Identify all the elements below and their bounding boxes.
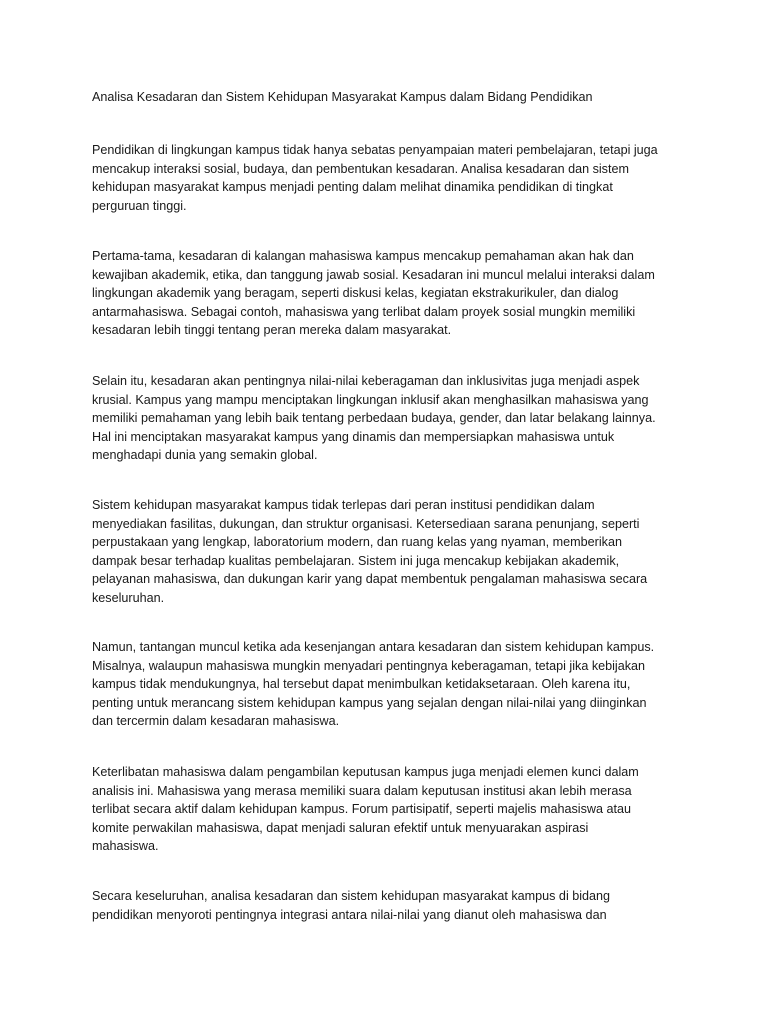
paragraph-line: Hal ini menciptakan masyarakat kampus yang dinamis dan mempersiapkan mahasiswa untuk	[92, 429, 615, 444]
paragraph-line: dampak besar terhadap kualitas pembelajaran. Sistem ini juga mencakup kebijakan akademik,	[92, 553, 620, 568]
paragraph-line: memiliki pemahaman yang lebih baik tentang perbedaan budaya, gender, dan latar belakang lainnya.	[92, 411, 656, 426]
paragraph-line: keseluruhan.	[92, 590, 165, 605]
paragraph-6	[92, 763, 684, 856]
paragraph-line: pendidikan menyoroti pentingnya integrasi antara nilai-nilai yang dianut oleh mahasiswa dan	[92, 907, 607, 922]
paragraph-line: pelayanan mahasiswa, dan dukungan karir yang dapat membentuk pengalaman mahasiswa secara	[92, 572, 648, 587]
paragraph-line: penting untuk merancang sistem kehidupan kampus yang sejalan dengan nilai-nilai yang diinginkan	[92, 695, 647, 710]
paragraph-line: Namun, tantangan muncul ketika ada kesenjangan antara kesadaran dan sistem kehidupan kampus.	[92, 640, 655, 654]
paragraph-line: lingkungan akademik yang beragam, seperti diskusi kelas, kegiatan ekstrakurikuler, dan dialog	[92, 286, 619, 301]
paragraph-line: Sistem kehidupan masyarakat kampus tidak terlepas dari peran institusi pendidikan dalam	[92, 498, 595, 512]
paragraph-line: Selain itu, kesadaran akan pentingnya nilai-nilai keberagaman dan inklusivitas juga menjadi aspek	[92, 374, 640, 388]
paragraph-line: Misalnya, walaupun mahasiswa mungkin menyadari pentingnya keberagaman, tetapi jika kebijakan	[92, 658, 646, 673]
paragraph-line: analisis ini. Mahasiswa yang merasa memiliki suara dalam keputusan institusi akan lebih merasa	[92, 783, 632, 798]
paragraph-line: antarmahasiswa. Sebagai contoh, mahasiswa yang terlibat dalam proyek sosial mungkin memiliki	[92, 304, 636, 319]
paragraph-line: Pendidikan di lingkungan kampus tidak hanya sebatas penyampaian materi pembelajaran, tetapi juga	[92, 143, 658, 157]
paragraph-2	[92, 247, 684, 340]
paragraph-line: menyediakan fasilitas, dukungan, dan struktur organisasi. Ketersediaan sarana penunjang, seperti	[92, 516, 640, 531]
paragraph-line: kewajiban akademik, etika, dan tanggung jawab sosial. Kesadaran ini muncul melalui interaksi dalam	[92, 267, 655, 282]
paragraph-line: krusial. Kampus yang mampu menciptakan lingkungan inklusif akan menghasilkan mahasiswa yang	[92, 392, 649, 407]
paragraph-line: perguruan tinggi.	[92, 198, 187, 213]
paragraph-line: perpustakaan yang lengkap, laboratorium modern, dan ruang kelas yang nyaman, memberikan	[92, 535, 622, 550]
paragraph-line: kampus tidak mendukungnya, hal tersebut dapat menimbulkan ketidaksetaraan. Oleh karena itu,	[92, 677, 631, 692]
paragraph-line: dan tercermin dalam kesadaran mahasiswa.	[92, 714, 340, 729]
paragraph-line: mencakup interaksi sosial, budaya, dan pembentukan kesadaran. Analisa kesadaran dan sistem	[92, 161, 629, 176]
paragraph-3	[92, 372, 684, 465]
paragraph-line: kehidupan masyarakat kampus menjadi penting dalam melihat dinamika pendidikan di tingkat	[92, 180, 613, 195]
paragraph-7	[92, 887, 684, 924]
paragraph-line: Keterlibatan mahasiswa dalam pengambilan keputusan kampus juga menjadi elemen kunci dalam	[92, 765, 639, 779]
paragraph-line: Pertama-tama, kesadaran di kalangan mahasiswa kampus mencakup pemahaman akan hak dan	[92, 249, 634, 263]
paragraph-line: Secara keseluruhan, analisa kesadaran dan sistem kehidupan masyarakat kampus di bidang	[92, 889, 611, 903]
document-title: Analisa Kesadaran dan Sistem Kehidupan Masyarakat Kampus dalam Bidang Pendidikan	[92, 90, 593, 104]
paragraph-line: kesadaran lebih tinggi tentang peran mereka dalam masyarakat.	[92, 323, 452, 338]
paragraph-4	[92, 496, 684, 608]
paragraph-5	[92, 638, 684, 731]
paragraph-line: mahasiswa.	[92, 839, 159, 854]
paragraph-1	[92, 141, 684, 215]
paragraph-line: menghadapi dunia yang semakin global.	[92, 448, 318, 463]
paragraph-line: terlibat secara aktif dalam kehidupan kampus. Forum partisipatif, seperti majelis mahasiswa atau	[92, 802, 631, 817]
paragraph-line: komite perwakilan mahasiswa, dapat menjadi saluran efektif untuk menyuarakan aspirasi	[92, 820, 589, 835]
